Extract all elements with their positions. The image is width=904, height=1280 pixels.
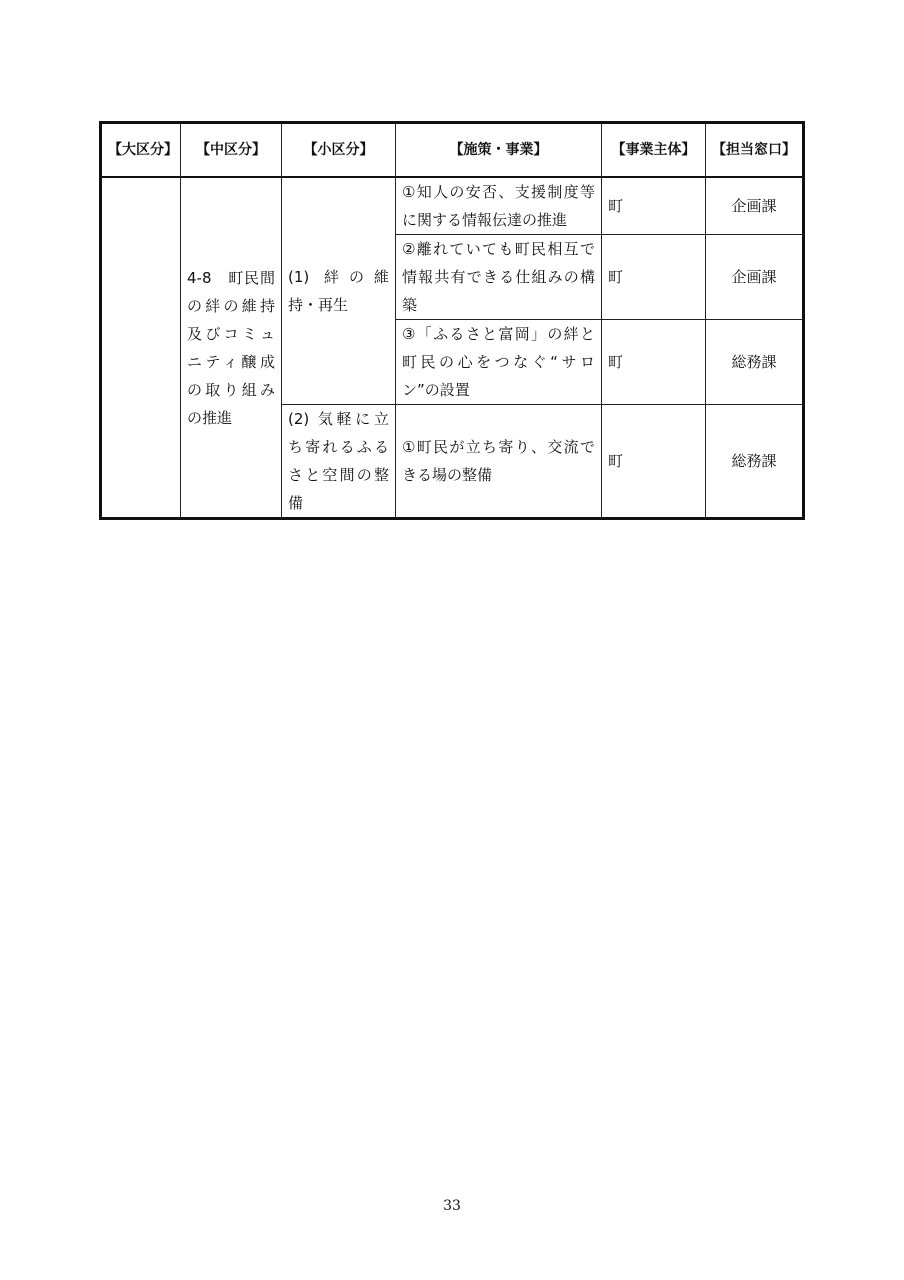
table-row (101, 177, 804, 235)
measure-cell: ③「ふるさと富岡」の絆と町民の心をつなぐ“サロン”の設置 (396, 320, 602, 405)
header-office: 【担当窓口】 (706, 123, 804, 178)
office-cell: 企画課 (706, 235, 804, 320)
header-middle-category: 【中区分】 (181, 123, 282, 178)
office-cell: 総務課 (706, 405, 804, 519)
entity-cell: 町 (602, 405, 706, 519)
major-category-cell (101, 177, 181, 519)
entity-cell: 町 (602, 177, 706, 235)
header-small-category: 【小区分】 (282, 123, 396, 178)
header-entity: 【事業主体】 (602, 123, 706, 178)
policy-table (99, 121, 805, 520)
office-cell: 企画課 (706, 177, 804, 235)
middle-category-cell: 4-8 町民間の絆の維持及びコミュニティ醸成の取り組みの推進 (181, 177, 282, 519)
office-cell: 総務課 (706, 320, 804, 405)
entity-cell: 町 (602, 235, 706, 320)
header-major-category: 【大区分】 (101, 123, 181, 178)
page-number: 33 (443, 1198, 461, 1214)
measure-cell: ②離れていても町民相互で情報共有できる仕組みの構築 (396, 235, 602, 320)
header-measure: 【施策・事業】 (396, 123, 602, 178)
entity-cell: 町 (602, 320, 706, 405)
small-category-cell: (2) 気軽に立ち寄れるふるさと空間の整備 (282, 405, 396, 519)
measure-cell: ①知人の安否、支援制度等に関する情報伝達の推進 (396, 177, 602, 235)
measure-cell: ①町民が立ち寄り、交流できる場の整備 (396, 405, 602, 519)
header-row (101, 123, 804, 178)
small-category-cell: (1) 絆の維持・再生 (282, 177, 396, 405)
